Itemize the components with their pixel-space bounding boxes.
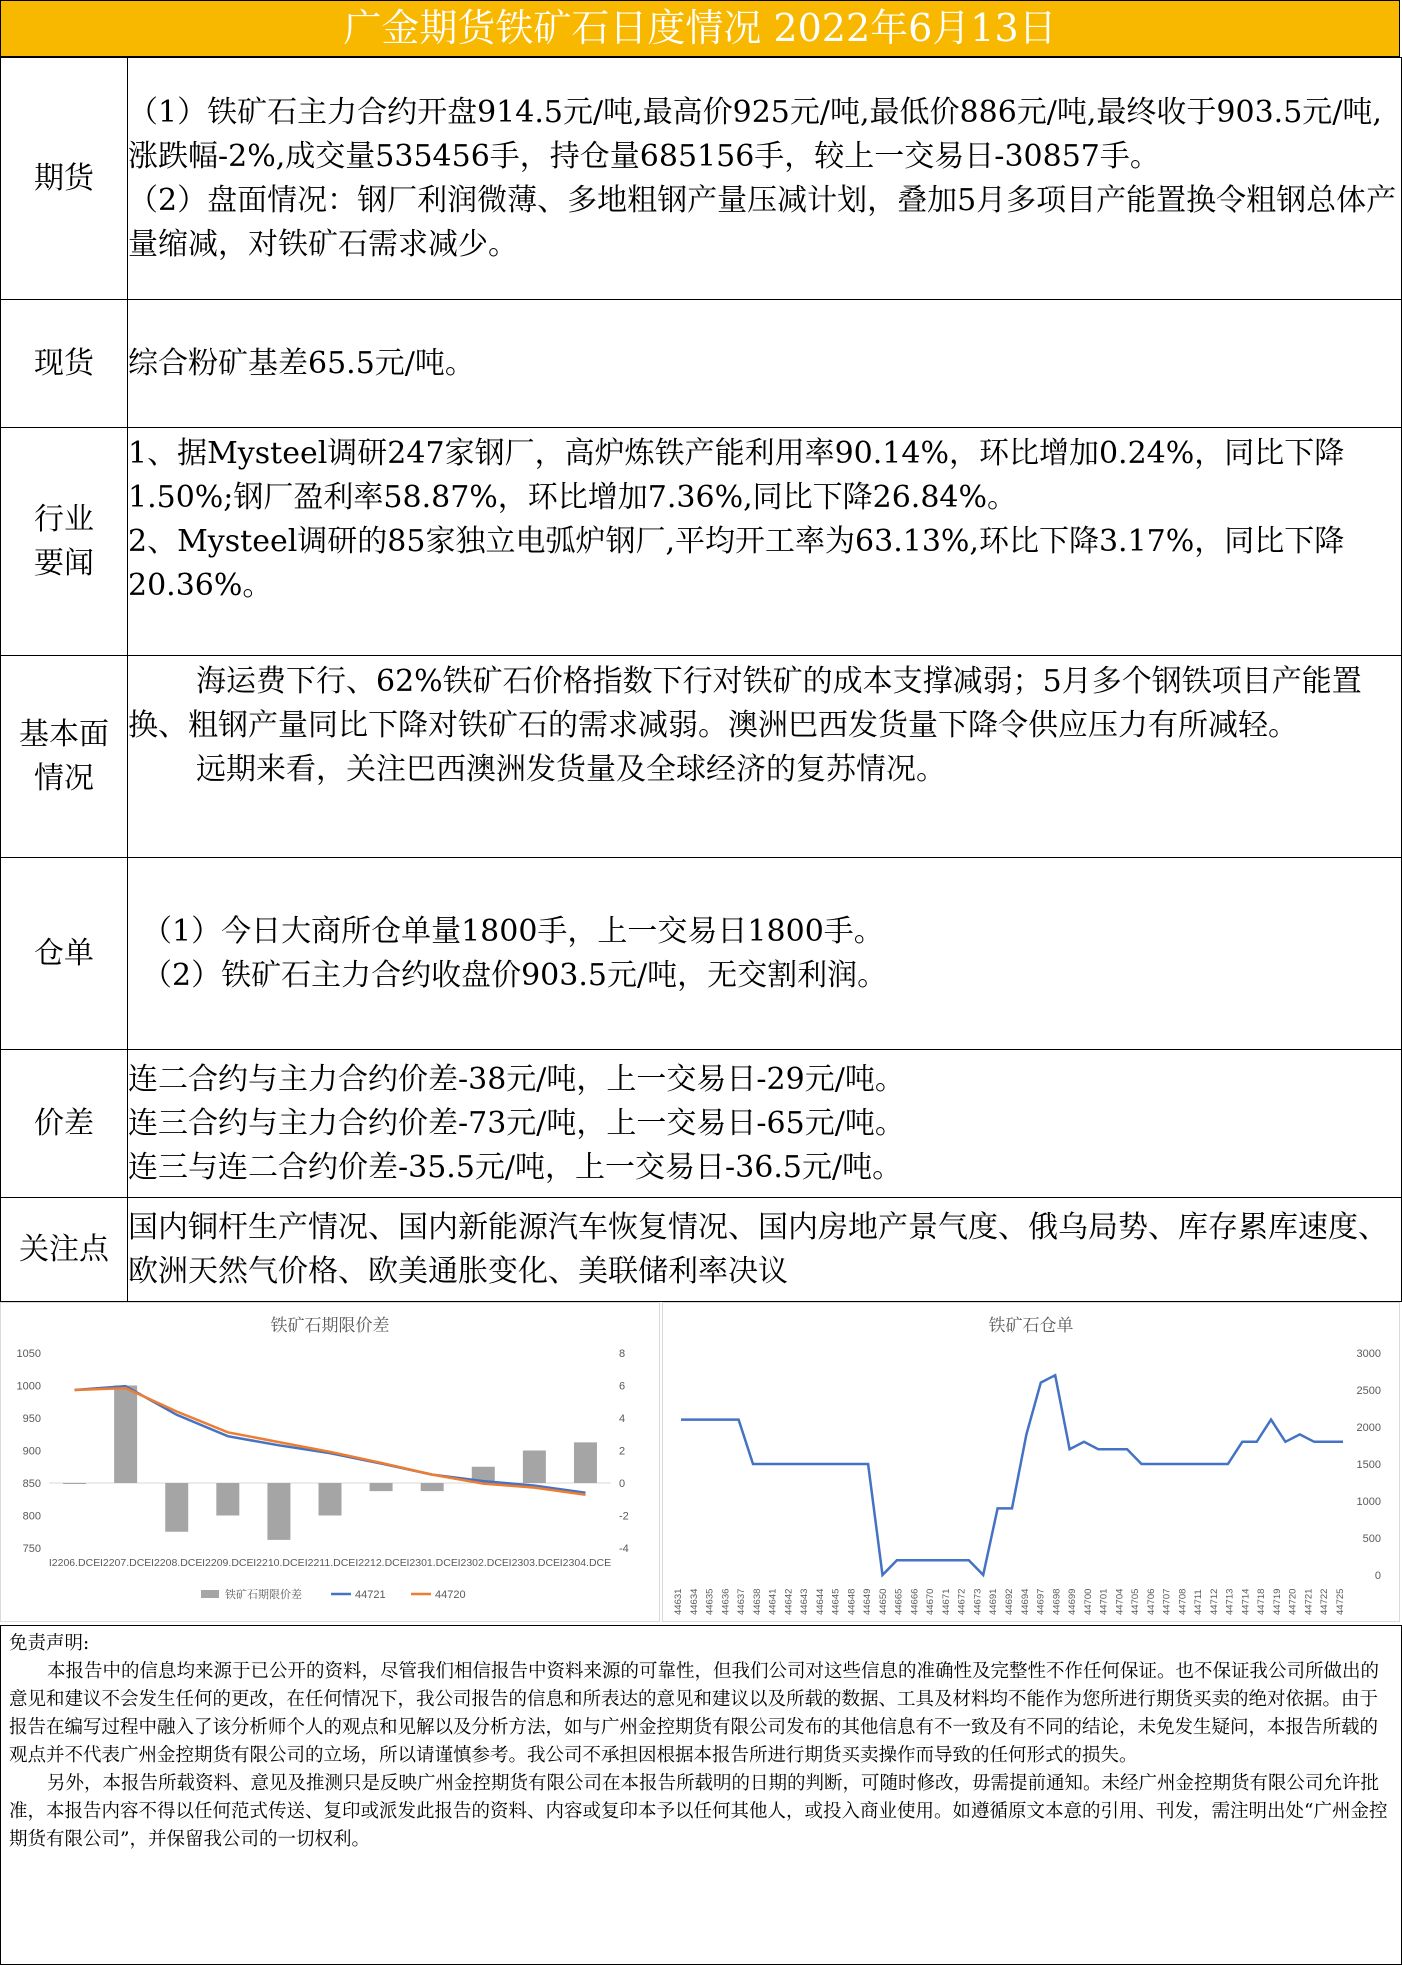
- y-right-tick-label: 8: [619, 1348, 626, 1360]
- spread-bar: [267, 1483, 290, 1540]
- warehouse-p1: （1）今日大商所仓单量1800手，上一交易日1800手。: [142, 913, 884, 949]
- disclaimer-p1: 本报告中的信息均来源于已公开的资料，尽管我们相信报告中资料来源的可靠性，但我们公司对这些信息的准确性及完整性不作任何保证。也不保证我公司所做出的意见和建议不会发生任何的更改，在任何情况下，我公司报告的信息和所表达的意见和建议以及所载的数据、工具及材料均不能作为您所进行期货买卖的绝对依据。由于报告在编写过程中融入了该分析师个人的观点和见解以及分析方法，如与广州金控期货有限公司发布的其他信息有不一致及有不同的结论，未免发生疑问，本报告所载的观点并不代表广州金控期货有限公司的立场，所以请谨慎参考。我公司不承担因根据本报告所进行期货买卖操作而导致的任何形式的损失。: [9, 1661, 1380, 1766]
- x-tick-label: 44706: [1145, 1588, 1157, 1615]
- x-tick-label: 44648: [846, 1588, 858, 1615]
- spread-p3: 连三与连二合约价差-35.5元/吨，上一交易日-36.5元/吨。: [128, 1149, 903, 1185]
- x-tick-label: I2207.DCE: [99, 1557, 152, 1569]
- disclaimer-p2: 另外，本报告所载资料、意见及推测只是反映广州金控期货有限公司在本报告所载明的日期的判断，可随时修改，毋需提前通知。未经广州金控期货有限公司允许批准，本报告内容不得以任何范式传送、复印或派发此报告的资料、内容或复印本予以任何其他人，或投入商业使用。如遵循原文本意的引用、刊发，需注明出处“广州金控期货有限公司”，并保留我公司的一切权利。: [9, 1773, 1388, 1850]
- row-fundamentals: [1, 656, 1402, 858]
- chart1-title: 铁矿石期限价差: [270, 1316, 390, 1335]
- row-focus: [1, 1198, 1402, 1302]
- report-table: [0, 57, 1402, 1302]
- content-focus: [128, 1198, 1402, 1302]
- x-tick-label: I2208.DCE: [151, 1557, 203, 1569]
- futures-p1: （1）铁矿石主力合约开盘914.5元/吨,最高价925元/吨,最低价886元/吨,最终收于903.5元/吨,涨跌幅-2%,成交量535456手，持仓量685156手，较上一交易日-30857手。: [128, 94, 1382, 174]
- x-tick-label: 44643: [799, 1588, 811, 1615]
- y-left-tick-label: 1050: [16, 1348, 41, 1360]
- chart-term-spread: [0, 1302, 660, 1622]
- y-left-tick-label: 900: [22, 1445, 41, 1458]
- news-p1: 1、据Mysteel调研247家钢厂，高炉炼铁产能利用率90.14%，环比增加0.24%，同比下降1.50%;钢厂盈利率58.87%，环比增加7.36%,同比下降26.84%。: [128, 436, 1345, 515]
- x-tick-label: 44636: [720, 1588, 732, 1615]
- series-line-44721: [75, 1386, 586, 1493]
- x-tick-label: 44719: [1271, 1588, 1283, 1615]
- y-left-tick-label: 850: [22, 1478, 41, 1490]
- label-futures: 期货: [1, 58, 128, 300]
- x-tick-label: 44638: [751, 1588, 763, 1615]
- x-tick-label: 44649: [862, 1588, 874, 1615]
- x-tick-label: I2304.DCE: [559, 1557, 612, 1569]
- spread-bar: [165, 1483, 188, 1532]
- x-tick-label: 44645: [830, 1588, 842, 1615]
- x-tick-label: 44711: [1193, 1589, 1205, 1615]
- y-tick-label: 2500: [1356, 1385, 1381, 1397]
- x-tick-label: 44641: [767, 1588, 779, 1615]
- y-right-tick-label: -4: [619, 1543, 629, 1555]
- row-spread: [1, 1050, 1402, 1198]
- y-tick-label: 2000: [1356, 1422, 1381, 1434]
- row-spot: [1, 300, 1402, 428]
- x-tick-label: 44725: [1335, 1588, 1346, 1615]
- x-tick-label: 44712: [1208, 1588, 1220, 1615]
- x-tick-label: 44642: [783, 1588, 795, 1615]
- legend-label: 铁矿石期限价差: [225, 1589, 302, 1601]
- x-tick-label: 44721: [1303, 1588, 1315, 1615]
- x-tick-label: 44691: [988, 1588, 1000, 1615]
- x-tick-label: I2303.DCE: [508, 1557, 561, 1569]
- x-tick-label: 44708: [1177, 1588, 1189, 1615]
- y-right-tick-label: 6: [619, 1380, 626, 1393]
- y-right-tick-label: -2: [619, 1510, 629, 1523]
- x-tick-label: I2210.DCE: [253, 1557, 305, 1569]
- spread-bar: [319, 1483, 342, 1516]
- y-right-tick-label: 0: [619, 1478, 626, 1490]
- y-right-tick-label: 4: [619, 1413, 626, 1425]
- label-news-line1: 行业: [34, 501, 94, 537]
- label-news-line2: 要闻: [34, 545, 94, 581]
- spread-bar: [63, 1483, 86, 1484]
- x-tick-label: 44718: [1256, 1588, 1268, 1615]
- label-spread: 价差: [1, 1050, 128, 1198]
- label-focus: 关注点: [1, 1198, 128, 1302]
- x-tick-label: 44692: [1004, 1588, 1015, 1615]
- x-tick-label: 44637: [736, 1588, 748, 1615]
- spread-p1: 连二合约与主力合约价差-38元/吨，上一交易日-29元/吨。: [128, 1061, 905, 1097]
- spread-bar: [216, 1483, 239, 1516]
- content-fundamentals: [128, 656, 1402, 858]
- x-tick-label: 44722: [1319, 1588, 1331, 1615]
- x-tick-label: 44666: [909, 1588, 921, 1615]
- legend-label: 44720: [435, 1589, 466, 1601]
- y-left-tick-label: 1000: [16, 1380, 41, 1393]
- news-p2: 2、Mysteel调研的85家独立电弧炉钢厂,平均开工率为63.13%,环比下降3.17%，同比下降20.36%。: [128, 524, 1345, 603]
- x-tick-label: 44720: [1287, 1588, 1299, 1615]
- spread-bar: [114, 1386, 137, 1484]
- y-tick-label: 0: [1374, 1570, 1381, 1582]
- spread-p2: 连三合约与主力合约价差-73元/吨，上一交易日-65元/吨。: [128, 1105, 905, 1141]
- disclaimer: [0, 1625, 1402, 1965]
- label-spot: 现货: [1, 300, 128, 428]
- x-tick-label: 44705: [1130, 1588, 1142, 1615]
- legend-swatch: [201, 1590, 219, 1598]
- y-tick-label: 3000: [1356, 1348, 1381, 1360]
- x-tick-label: 44697: [1035, 1588, 1047, 1615]
- content-futures: [128, 58, 1402, 300]
- chart1-svg: [1, 1303, 659, 1621]
- x-tick-label: 44634: [688, 1588, 700, 1615]
- row-news: [1, 428, 1402, 656]
- label-news: [1, 428, 128, 656]
- y-left-tick-label: 950: [22, 1413, 41, 1425]
- x-tick-label: 44644: [814, 1588, 826, 1615]
- x-tick-label: 44701: [1098, 1588, 1110, 1615]
- x-tick-label: 44672: [956, 1588, 968, 1615]
- x-tick-label: I2209.DCE: [202, 1557, 254, 1569]
- x-tick-label: 44707: [1161, 1588, 1173, 1615]
- y-left-tick-label: 750: [22, 1543, 41, 1555]
- content-spread: [128, 1050, 1402, 1198]
- chart2-title: 铁矿石仓单: [988, 1316, 1074, 1335]
- content-spot: [128, 300, 1402, 428]
- x-tick-label: I2206.DCE: [48, 1557, 101, 1569]
- y-right-tick-label: 2: [619, 1445, 626, 1458]
- x-tick-label: 44704: [1114, 1588, 1126, 1615]
- series-line-44720: [75, 1388, 586, 1495]
- spread-bar: [370, 1483, 393, 1491]
- x-tick-label: 44700: [1082, 1588, 1094, 1615]
- charts-area: [0, 1302, 1402, 1622]
- spot-p1: 综合粉矿基差65.5元/吨。: [128, 345, 475, 381]
- chart-warehouse-receipts: [662, 1302, 1400, 1622]
- warehouse-receipt-line: [681, 1375, 1343, 1575]
- x-tick-label: 44670: [925, 1588, 937, 1615]
- y-tick-label: 1000: [1356, 1496, 1381, 1508]
- chart2-svg: [663, 1303, 1399, 1621]
- x-tick-label: 44665: [893, 1588, 905, 1615]
- futures-p2: （2）盘面情况：钢厂利润微薄、多地粗钢产量压减计划，叠加5月多项目产能置换令粗钢总体产量缩减，对铁矿石需求减少。: [128, 182, 1397, 262]
- x-tick-label: I2302.DCE: [457, 1557, 509, 1569]
- warehouse-p2: （2）铁矿石主力合约收盘价903.5元/吨，无交割利润。: [142, 957, 888, 993]
- y-left-tick-label: 800: [22, 1510, 41, 1523]
- y-tick-label: 1500: [1356, 1459, 1381, 1471]
- x-tick-label: I2212.DCE: [355, 1557, 407, 1569]
- x-tick-label: 44671: [940, 1588, 952, 1615]
- legend-label: 44721: [355, 1589, 386, 1601]
- label-fundamentals-line2: 情况: [34, 760, 94, 796]
- x-tick-label: 44698: [1051, 1588, 1063, 1615]
- x-tick-label: 44694: [1019, 1588, 1031, 1615]
- disclaimer-title: 免责声明:: [9, 1633, 90, 1654]
- x-tick-label: I2211.DCE: [304, 1557, 356, 1569]
- spread-bar: [574, 1442, 597, 1483]
- fundamentals-p1: 海运费下行、62%铁矿石价格指数下行对铁矿的成本支撑减弱；5月多个钢铁项目产能置换、粗钢产量同比下降对铁矿石的需求减弱。澳洲巴西发货量下降令供应压力有所减轻。: [128, 664, 1362, 743]
- row-warehouse: [1, 858, 1402, 1050]
- fundamentals-p2: 远期来看，关注巴西澳洲发货量及全球经济的复苏情况。: [196, 752, 946, 787]
- x-tick-label: 44650: [877, 1588, 889, 1615]
- x-tick-label: 44699: [1067, 1588, 1079, 1615]
- spread-bar: [421, 1483, 444, 1491]
- x-tick-label: 44673: [972, 1588, 984, 1615]
- spread-bar: [523, 1451, 546, 1484]
- row-futures: [1, 58, 1402, 300]
- content-news: [128, 428, 1402, 656]
- x-tick-label: 44714: [1240, 1588, 1252, 1615]
- x-tick-label: 44631: [673, 1588, 684, 1615]
- label-warehouse: 仓单: [1, 858, 128, 1050]
- report-title: 广金期货铁矿石日度情况 2022年6月13日: [0, 0, 1400, 57]
- label-fundamentals: [1, 656, 128, 858]
- content-warehouse: [128, 858, 1402, 1050]
- x-tick-label: 44713: [1224, 1588, 1236, 1615]
- focus-p1: 国内铜杆生产情况、国内新能源汽车恢复情况、国内房地产景气度、俄乌局势、库存累库速度、欧洲天然气价格、欧美通胀变化、美联储利率决议: [128, 1209, 1388, 1289]
- x-tick-label: I2301.DCE: [406, 1557, 458, 1569]
- x-tick-label: 44635: [704, 1588, 716, 1615]
- label-fundamentals-line1: 基本面: [19, 716, 109, 752]
- y-tick-label: 500: [1362, 1533, 1381, 1545]
